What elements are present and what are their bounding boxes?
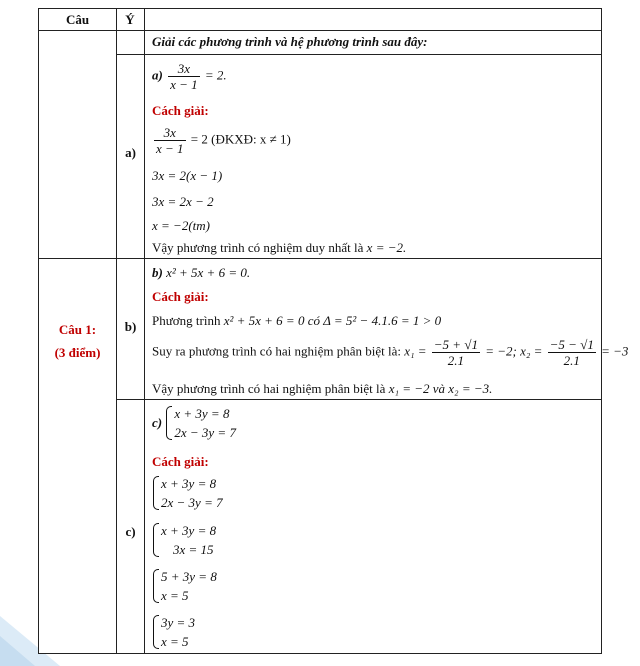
part-a-divider	[116, 258, 601, 259]
part-b-label: b)	[124, 319, 137, 334]
part-b-line-1: Phương trình x² + 5x + 6 = 0 có Δ = 5² − 4.1.6 = 1 > 0	[152, 313, 442, 328]
part-b-line-2: Suy ra phương trình có hai nghiệm phân biệt là: x₁ = $\frac{-5 + √1}{2.1}$ = −2; x₂ = $\frac{-5 - √1}{2.1}$ = −3	[152, 337, 629, 368]
part-b-method-label: Cách giải:	[152, 289, 209, 304]
part-b-divider	[116, 399, 601, 400]
col-divider-2	[144, 9, 145, 653]
part-a-method-label: Cách giải:	[152, 103, 209, 118]
x2-fraction: $\frac{-5 - √1}{2.1}$	[549, 337, 594, 368]
question-points: (3 điểm)	[54, 345, 101, 360]
header-cau: Câu	[65, 12, 90, 27]
part-c-step-3: 5 + 3y = 8 x = 5	[152, 567, 217, 605]
part-a-prompt-fraction: $\frac{3x}{x - 1}$	[170, 61, 198, 92]
question-label: Câu 1:	[58, 322, 97, 337]
intro-text: Giải các phương trình và hệ phương trình sau đây:	[152, 34, 428, 49]
x1-fraction: $\frac{-5 + √1}{2.1}$	[433, 337, 478, 368]
part-c-method-label: Cách giải:	[152, 454, 209, 469]
part-c-prompt-system: x + 3y = 8 2x − 3y = 7	[165, 404, 236, 442]
part-c-step-2: x + 3y = 8 3x = 15	[152, 521, 216, 559]
part-a-conclusion: Vậy phương trình có nghiệm duy nhất là x = −2.	[152, 240, 407, 255]
header-divider	[39, 30, 601, 31]
part-a-step-4: x = −2(tm)	[152, 218, 210, 233]
part-c-step-1: x + 3y = 8 2x − 3y = 7	[152, 474, 223, 512]
part-a-step-1: $\frac{3x}{x - 1}$ = 2 (ĐKXĐ: x ≠ 1)	[156, 125, 291, 156]
intro-divider	[116, 54, 601, 55]
header-y: Ý	[125, 12, 135, 27]
part-c-prompt: c) x + 3y = 8 2x − 3y = 7	[152, 406, 236, 440]
part-a-label: a)	[125, 145, 136, 160]
part-a-step-2: 3x = 2(x − 1)	[152, 168, 223, 183]
part-a-step-3: 3x = 2x − 2	[152, 194, 214, 209]
left-divider	[39, 258, 116, 259]
part-b-prompt: b) x² + 5x + 6 = 0.	[152, 265, 251, 280]
part-b-line-3: Vậy phương trình có hai nghiệm phân biệt là x₁ = −2 và x₂ = −3.	[152, 381, 493, 396]
part-a-prompt: a) $\frac{3x}{x - 1}$ = 2.	[152, 61, 227, 92]
part-c-label: c)	[125, 524, 136, 539]
part-c-step-4: 3y = 3 x = 5	[152, 613, 195, 651]
answer-table	[38, 8, 629, 654]
